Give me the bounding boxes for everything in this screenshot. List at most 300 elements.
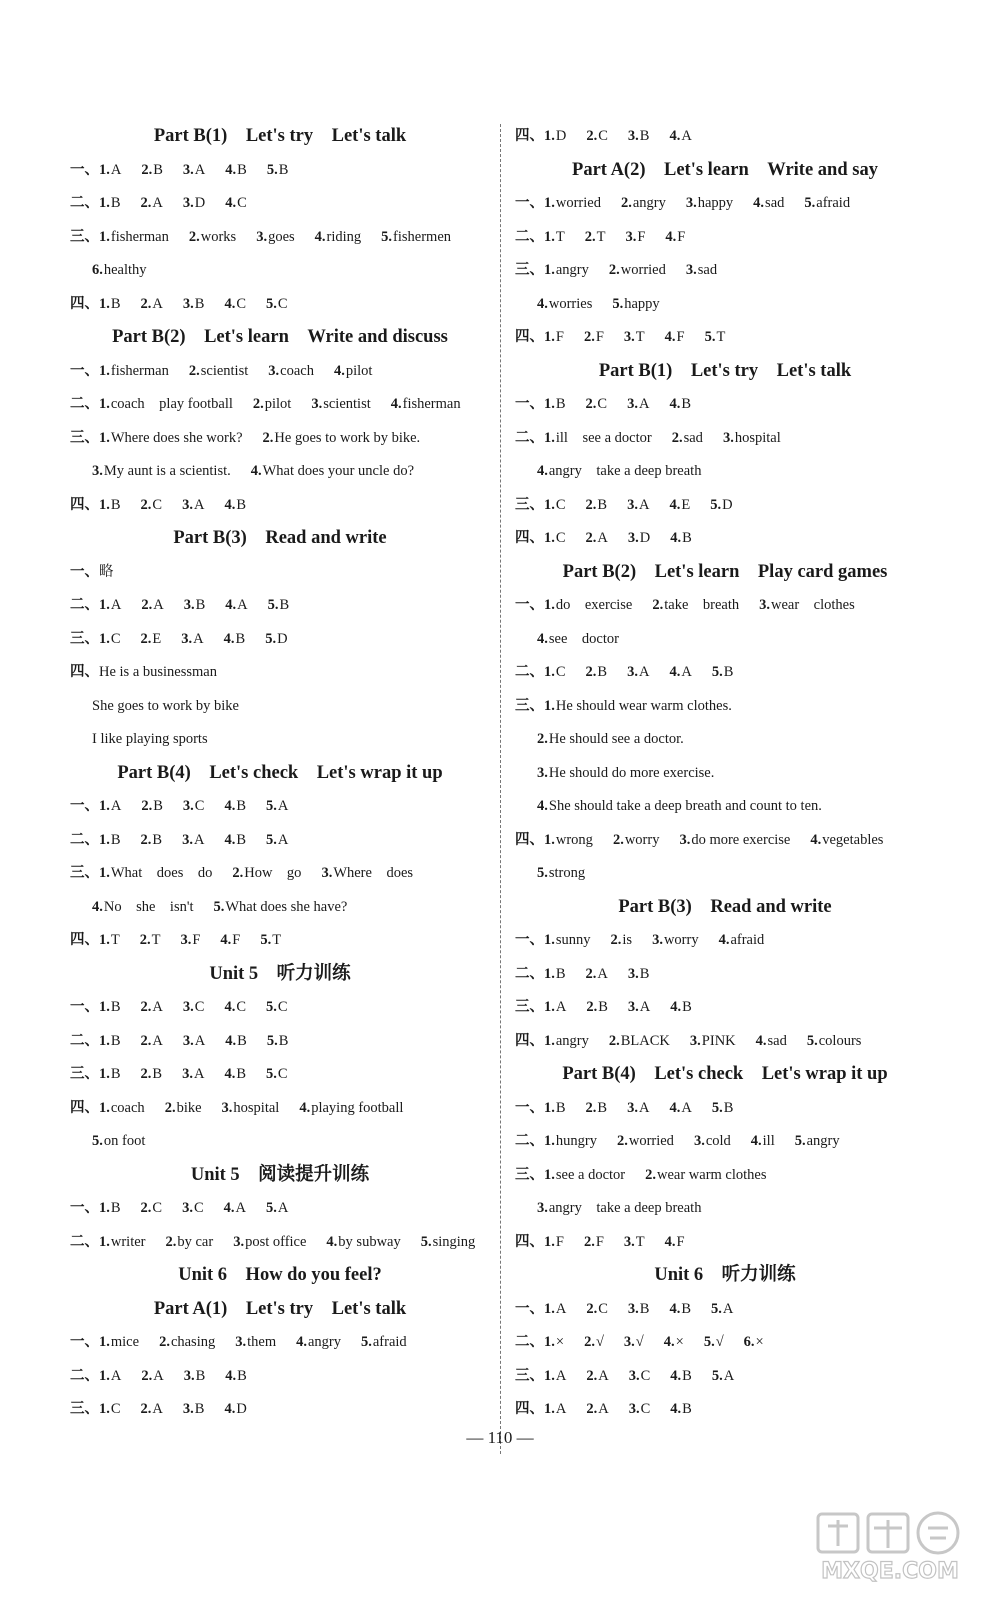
- item-number: 3.: [182, 999, 194, 1015]
- answer-item: [266, 832, 288, 848]
- item-number: 2.: [140, 1066, 152, 1082]
- answer-item: [586, 1301, 608, 1317]
- answer-item: [670, 530, 692, 546]
- answer-item: [613, 832, 660, 848]
- question-marker: 三、: [515, 496, 544, 513]
- item-number: 2.: [585, 664, 597, 680]
- answer-line: [70, 690, 490, 724]
- item-number: 4.: [333, 362, 345, 379]
- answer-text: B: [235, 630, 246, 647]
- item-number: 2.: [585, 965, 597, 982]
- item-number: 5.: [213, 898, 225, 915]
- answer-text: Where does: [333, 865, 414, 881]
- answer-item: [665, 229, 685, 245]
- answer-text: A: [194, 1032, 206, 1049]
- answer-item: [141, 1066, 163, 1082]
- answer-item: [224, 832, 246, 848]
- answer-line: [70, 288, 490, 322]
- answer-text: hospital: [734, 429, 781, 446]
- answer-text: What does she have?: [225, 898, 348, 915]
- answer-line: [70, 824, 490, 858]
- item-number: 3.: [627, 965, 639, 982]
- answer-line: [70, 1326, 490, 1360]
- answer-text: C: [555, 530, 566, 546]
- answer-text: ill: [762, 1133, 775, 1149]
- answer-text: T: [110, 932, 120, 948]
- answer-item: [99, 597, 121, 613]
- left-column: [70, 120, 490, 1427]
- item-number: 4.: [664, 329, 676, 345]
- item-number: 2.: [139, 932, 151, 948]
- answer-item: [99, 798, 121, 814]
- answer-line: [70, 355, 490, 389]
- item-number: 5.: [266, 1032, 278, 1049]
- section-heading: Unit 5 听力训练: [209, 963, 351, 984]
- item-number: 2.: [584, 1334, 595, 1350]
- item-number: 4.: [755, 1032, 767, 1049]
- answer-item: [544, 497, 566, 513]
- item-number: 2.: [140, 831, 152, 848]
- item-number: 1.: [99, 1066, 110, 1082]
- item-number: 2.: [652, 597, 664, 613]
- item-number: 3.: [182, 161, 194, 178]
- item-number: 3.: [627, 530, 639, 546]
- answer-item: [184, 1368, 206, 1384]
- answer-text: post office: [245, 1233, 307, 1250]
- item-number: 4.: [669, 1300, 681, 1317]
- answer-item: [141, 497, 163, 513]
- answer-item: [537, 798, 822, 814]
- item-number: 5.: [266, 1066, 277, 1082]
- answer-item: [665, 329, 685, 345]
- item-number: 5.: [794, 1133, 806, 1149]
- answer-item: [99, 631, 121, 647]
- answer-item: [266, 1200, 288, 1216]
- item-number: 3.: [623, 329, 635, 345]
- item-number: 4.: [753, 195, 765, 211]
- answer-text: B: [555, 396, 566, 412]
- answer-item: [99, 195, 121, 211]
- answer-text: B: [723, 664, 734, 680]
- answer-line: [70, 991, 490, 1025]
- answer-item: [584, 1334, 604, 1350]
- item-number: 1.: [99, 228, 110, 245]
- answer-item: [544, 195, 601, 211]
- item-number: 4.: [718, 932, 730, 948]
- answer-item: [222, 1100, 280, 1116]
- answer-item: [182, 832, 204, 848]
- section-heading: Part B(4) Let's check Let's wrap it up: [562, 1064, 888, 1084]
- section-heading: Part B(2) Let's learn Write and discuss: [112, 327, 448, 347]
- answer-item: [141, 798, 163, 814]
- question-marker: 一、: [515, 195, 544, 211]
- answer-text: singing: [432, 1233, 476, 1250]
- answer-item: [141, 296, 163, 312]
- item-number: 2.: [262, 429, 274, 446]
- answer-item: [189, 363, 248, 379]
- item-number: 1.: [544, 697, 555, 714]
- answer-item: [99, 1334, 139, 1350]
- item-number: 4.: [670, 530, 682, 546]
- answer-text: on foot: [103, 1133, 146, 1149]
- answer-text: √: [635, 1334, 644, 1350]
- answer-item: [183, 1033, 205, 1049]
- answer-item: [180, 932, 200, 948]
- item-number: 4.: [669, 496, 681, 513]
- answer-text: them: [247, 1334, 277, 1350]
- answer-line: [515, 1393, 935, 1427]
- answer-text: by subway: [338, 1233, 401, 1250]
- answer-item: [141, 631, 162, 647]
- answer-item: [628, 966, 650, 982]
- answer-line: [515, 1125, 935, 1159]
- answer-line: [70, 1226, 490, 1260]
- answer-line: [515, 723, 935, 757]
- item-number: 5.: [266, 999, 277, 1015]
- question-marker: 四、: [515, 831, 544, 848]
- answer-item: [584, 329, 604, 345]
- answer-item: [251, 463, 414, 479]
- answer-item: [99, 296, 121, 312]
- answer-line: [515, 1092, 935, 1126]
- item-number: 5.: [711, 1367, 723, 1384]
- answer-text: B: [237, 1367, 247, 1384]
- answer-line: [515, 254, 935, 288]
- answer-line: [515, 1226, 935, 1260]
- answer-text: C: [555, 664, 566, 680]
- item-number: 3.: [183, 597, 195, 613]
- answer-text: goes: [268, 228, 295, 245]
- item-number: 4.: [224, 999, 236, 1015]
- answer-item: [92, 899, 194, 915]
- answer-text: D: [722, 496, 733, 513]
- answer-text: B: [723, 1099, 734, 1116]
- item-number: 2.: [141, 798, 153, 814]
- answer-text: B: [682, 999, 692, 1015]
- answer-text: He should do more exercise.: [548, 764, 715, 781]
- item-number: 4.: [224, 496, 236, 513]
- answer-item: [232, 865, 301, 881]
- answer-item: [296, 1334, 341, 1350]
- answer-text: C: [110, 630, 121, 647]
- answer-text: C: [237, 195, 247, 211]
- answer-item: [220, 932, 240, 948]
- answer-item: [260, 932, 281, 948]
- answer-text: C: [640, 1401, 651, 1417]
- item-number: 1.: [99, 1032, 110, 1049]
- answer-line: [515, 422, 935, 456]
- answer-line: [70, 489, 490, 523]
- answer-item: [690, 1033, 736, 1049]
- answer-text: do exercise: [555, 597, 633, 613]
- item-number: 3.: [182, 195, 194, 211]
- answer-text: ×: [555, 1334, 565, 1350]
- question-marker: 一、: [515, 1099, 544, 1116]
- answer-item: [141, 832, 163, 848]
- answer-item: [99, 832, 121, 848]
- answer-item: [224, 296, 246, 312]
- answer-text: B: [236, 831, 246, 848]
- answer-item: [628, 1301, 650, 1317]
- answer-text: B: [153, 161, 163, 178]
- answer-text: A: [597, 965, 608, 982]
- answer-text: strong: [548, 865, 586, 881]
- answer-item: [224, 1401, 246, 1417]
- question-marker: 三、: [70, 1401, 99, 1417]
- answer-text: T: [272, 932, 282, 948]
- answer-item: [669, 497, 690, 513]
- answer-text: E: [152, 630, 162, 647]
- answer-item: [586, 999, 608, 1015]
- answer-text: A: [110, 1367, 122, 1384]
- answer-item: [586, 664, 608, 680]
- question-marker: 二、: [70, 1233, 99, 1250]
- answer-item: [99, 1368, 121, 1384]
- item-number: 5.: [711, 1099, 723, 1116]
- answer-item: [544, 262, 589, 278]
- answer-line: [515, 388, 935, 422]
- answer-item: [421, 1234, 476, 1250]
- answer-text: A: [153, 1367, 164, 1384]
- answer-line: [515, 623, 935, 657]
- answer-text: works: [200, 228, 237, 245]
- answer-text: A: [152, 295, 163, 312]
- answer-text: A: [277, 798, 289, 814]
- answer-text: B: [597, 664, 608, 680]
- answer-text: A: [639, 999, 651, 1015]
- answer-item: [268, 597, 290, 613]
- item-number: 3.: [627, 1300, 639, 1317]
- answer-item: [669, 128, 691, 144]
- item-number: 4.: [220, 932, 232, 948]
- answer-item: [224, 999, 246, 1015]
- item-number: 2.: [537, 731, 548, 747]
- answer-text: B: [237, 161, 247, 178]
- item-number: 3.: [268, 362, 280, 379]
- answer-text: B: [110, 295, 121, 312]
- answer-text: B: [555, 965, 566, 982]
- item-number: 3.: [321, 865, 333, 881]
- item-number: 4.: [225, 1032, 237, 1049]
- answer-text: A: [152, 999, 163, 1015]
- answer-item: [795, 1133, 840, 1149]
- item-number: 4.: [810, 831, 822, 848]
- answer-item: [679, 832, 790, 848]
- answer-item: [627, 497, 649, 513]
- answer-text: B: [278, 1032, 289, 1049]
- answer-text: C: [152, 1200, 163, 1216]
- answer-item: [141, 162, 163, 178]
- answer-item: [544, 1033, 589, 1049]
- question-marker: 一、: [70, 1334, 99, 1350]
- question-marker: 二、: [70, 1032, 99, 1049]
- answer-item: [810, 832, 883, 848]
- answer-item: [612, 296, 659, 312]
- answer-site-logo-icon: [810, 1508, 970, 1588]
- answer-text: pilot: [345, 362, 373, 379]
- answer-item: [326, 1234, 400, 1250]
- answer-line: [515, 1159, 935, 1193]
- answer-text: healthy: [103, 262, 147, 278]
- answer-line: [515, 589, 935, 623]
- answer-item: [719, 932, 765, 948]
- answer-item: [182, 1066, 204, 1082]
- item-number: 5.: [260, 932, 272, 948]
- item-number: 3.: [221, 1099, 233, 1116]
- answer-item: [235, 1334, 276, 1350]
- answer-text: F: [676, 1233, 685, 1250]
- answer-item: [141, 1200, 163, 1216]
- answer-text: B: [639, 1300, 650, 1317]
- answer-item: [225, 1368, 247, 1384]
- answer-text: A: [110, 798, 122, 814]
- question-marker: 三、: [515, 1166, 544, 1183]
- answer-text: B: [236, 798, 246, 814]
- answer-line: [515, 790, 935, 824]
- answer-text: A: [194, 161, 206, 178]
- answer-item: [99, 497, 121, 513]
- answer-text: B: [278, 161, 289, 178]
- answer-item: [704, 1334, 724, 1350]
- answer-item: [214, 899, 348, 915]
- answer-item: [381, 229, 451, 245]
- answer-line: [70, 154, 490, 188]
- item-number: 2.: [585, 1099, 597, 1116]
- answer-item: [99, 162, 121, 178]
- answer-text: T: [716, 329, 726, 345]
- item-number: 4.: [537, 463, 548, 479]
- answer-line: [70, 1192, 490, 1226]
- item-number: 2.: [586, 1401, 598, 1417]
- answer-item: [694, 1133, 731, 1149]
- item-number: 2.: [585, 396, 597, 412]
- question-marker: 二、: [515, 429, 544, 446]
- answer-text: My aunt is a scientist.: [103, 463, 231, 479]
- answer-text: A: [152, 195, 163, 211]
- answer-item: [182, 1200, 204, 1216]
- item-number: 2.: [620, 195, 632, 211]
- answer-text: scientist: [200, 362, 249, 379]
- item-number: 5.: [266, 831, 277, 848]
- answer-text: C: [277, 999, 288, 1015]
- question-marker: 三、: [515, 262, 544, 278]
- answer-text: sad: [683, 429, 703, 446]
- answer-item: [544, 698, 732, 714]
- item-number: 1.: [544, 195, 555, 211]
- item-number: 4.: [537, 798, 548, 814]
- item-number: 2.: [141, 597, 153, 613]
- answer-item: [544, 966, 566, 982]
- answer-item: [624, 329, 645, 345]
- item-number: 1.: [99, 630, 110, 647]
- answer-text: A: [277, 1200, 289, 1216]
- item-number: 2.: [141, 1367, 153, 1384]
- answer-item: [670, 1368, 692, 1384]
- answer-text: B: [682, 530, 692, 546]
- answer-text: C: [555, 496, 566, 513]
- item-number: 3.: [182, 295, 194, 312]
- answer-item: [669, 1100, 691, 1116]
- answer-item: [266, 999, 288, 1015]
- item-number: 3.: [652, 932, 663, 948]
- answer-text: B: [597, 496, 608, 513]
- answer-item: [686, 195, 733, 211]
- item-number: 4.: [224, 1066, 236, 1082]
- answer-text: wear warm clothes: [657, 1166, 767, 1183]
- section-heading: Part B(1) Let's try Let's talk: [153, 126, 407, 146]
- answer-text: do more exercise: [691, 831, 791, 848]
- answer-text: A: [638, 1099, 650, 1116]
- answer-item: [184, 597, 206, 613]
- question-marker: 一、: [515, 396, 544, 412]
- item-number: 5.: [266, 161, 278, 178]
- answer-item: [627, 396, 649, 412]
- item-number: 2.: [583, 329, 595, 345]
- item-number: 1.: [544, 999, 555, 1015]
- answer-line: [70, 254, 490, 288]
- item-number: 1.: [99, 362, 110, 379]
- answer-item: [141, 1368, 163, 1384]
- answer-text: chasing: [170, 1334, 216, 1350]
- answer-line: [515, 522, 935, 556]
- answer-text: C: [193, 1200, 204, 1216]
- answer-item: [544, 530, 566, 546]
- item-number: 2.: [616, 1133, 628, 1149]
- answer-item: [627, 1100, 649, 1116]
- item-number: 2.: [140, 295, 152, 312]
- answer-item: [391, 396, 461, 412]
- answer-item: [299, 1100, 403, 1116]
- answer-item: [224, 1200, 246, 1216]
- item-number: 3.: [627, 496, 638, 513]
- item-number: 1.: [544, 1233, 555, 1250]
- answer-item: [99, 430, 243, 446]
- answer-item: [99, 1401, 121, 1417]
- answer-item: [723, 430, 781, 446]
- answer-text: B: [681, 1300, 691, 1317]
- item-number: 3.: [689, 1032, 701, 1049]
- answer-text: coach: [110, 1099, 145, 1116]
- answer-text: cold: [705, 1133, 731, 1149]
- question-marker: 三、: [70, 630, 99, 647]
- answer-text: A: [193, 496, 205, 513]
- answer-item: [141, 999, 163, 1015]
- answer-text: B: [153, 798, 163, 814]
- item-number: 3.: [235, 1334, 247, 1350]
- item-number: 6.: [92, 262, 103, 278]
- item-number: 1.: [544, 1133, 555, 1149]
- question-marker: 一、: [70, 798, 99, 814]
- answer-text: T: [555, 228, 565, 245]
- item-number: 3.: [537, 764, 548, 781]
- answer-text: A: [110, 597, 122, 613]
- answer-text: sunny: [555, 932, 591, 948]
- answer-text: afraid: [816, 195, 851, 211]
- item-number: 3.: [627, 396, 638, 412]
- question-marker: 二、: [515, 228, 544, 245]
- item-number: 4.: [670, 1401, 682, 1417]
- item-number: 1.: [99, 161, 110, 178]
- answer-text: B: [639, 965, 650, 982]
- answer-item: [181, 631, 203, 647]
- answer-text: B: [195, 1367, 206, 1384]
- answer-text: A: [555, 1401, 567, 1417]
- item-number: 1.: [99, 865, 110, 881]
- item-number: 3.: [256, 228, 268, 245]
- question-marker: 二、: [70, 195, 99, 211]
- answer-text: A: [193, 831, 205, 848]
- answer-item: [99, 396, 233, 412]
